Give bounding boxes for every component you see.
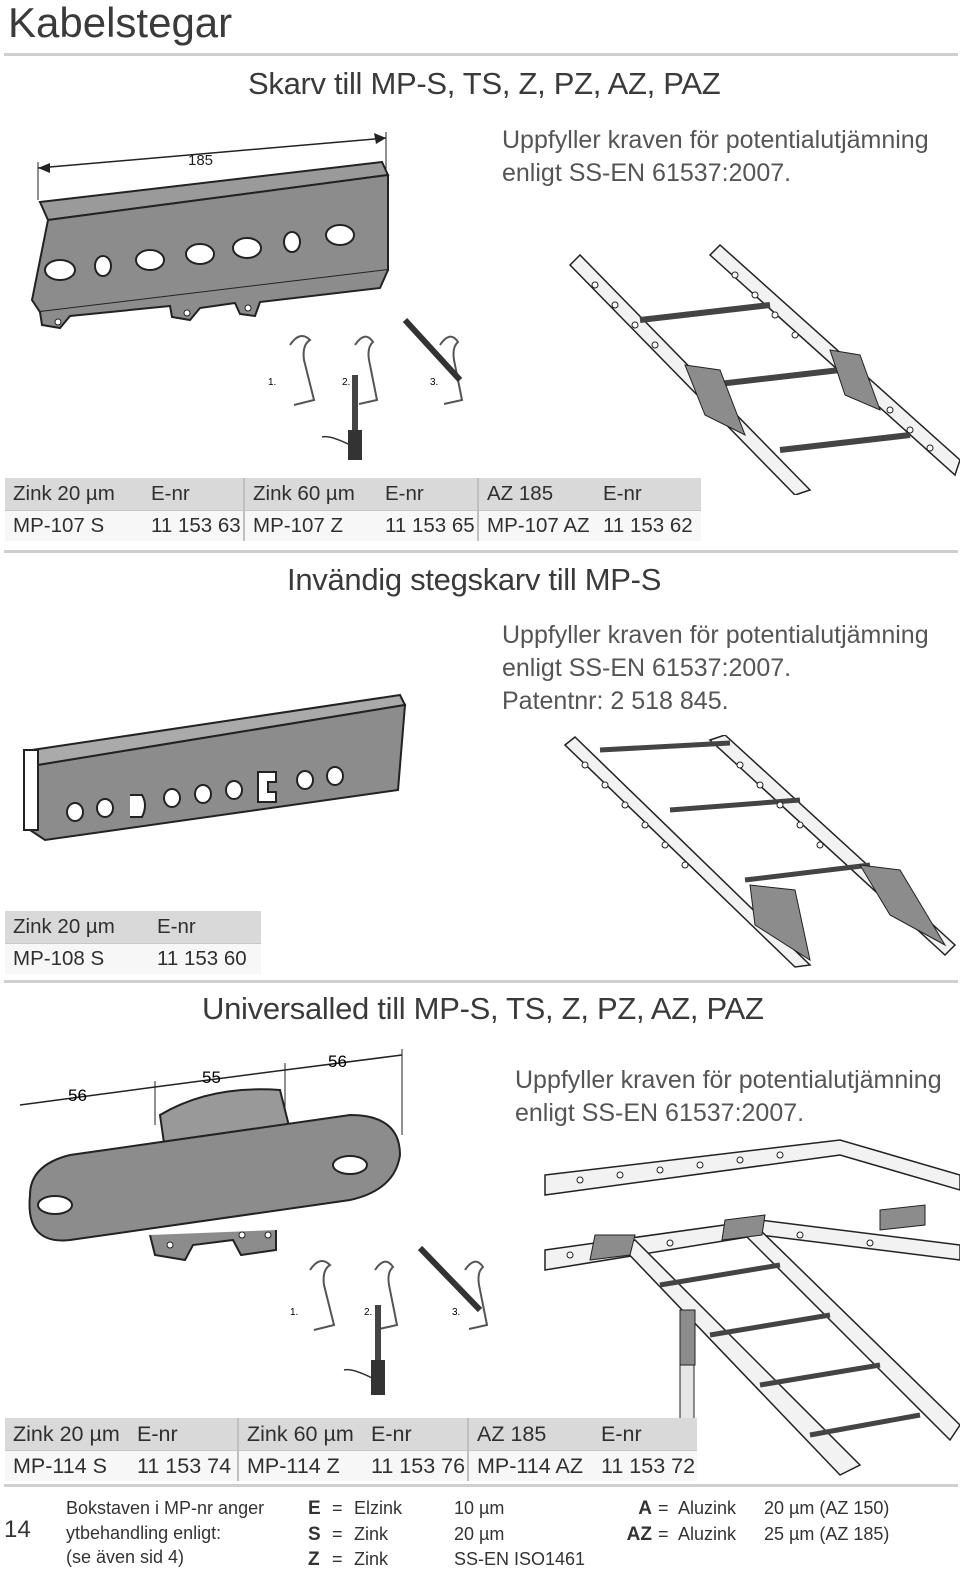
product-table [5,478,701,541]
legend-eq: = [332,1549,343,1569]
note-line: Uppfyller kraven för potentialutjämning [515,1066,942,1094]
legend-value: 25 µm (AZ 185) [764,1523,890,1544]
table-cell: MP-114 Z [238,1451,363,1482]
legend-value: 10 µm [454,1498,505,1518]
dimension-label: 56 [328,1052,347,1071]
dimension-label: 185 [188,152,214,169]
section-note [502,619,929,718]
table-header: AZ 185 [478,478,595,511]
mounting-steps-illustration [280,1240,500,1400]
step-label: 3. [430,377,439,388]
legend-text: ytbehandling enligt: [66,1522,222,1543]
legend-row [308,1496,585,1522]
divider [4,1484,958,1487]
section-note [502,124,929,190]
table-cell: MP-107 Z [244,511,377,542]
legend-code: Z [308,1549,320,1570]
splice-plate-drawing [10,120,410,335]
table-header: AZ 185 [468,1418,593,1451]
product-table [5,1418,697,1481]
table-cell: 11 153 74 [129,1451,238,1482]
table-header: E-nr [129,1418,238,1451]
note-line: enligt SS-EN 61537:2007. [515,1099,805,1127]
divider [4,550,958,553]
divider [4,980,958,983]
table-row [5,944,261,975]
table-cell: MP-107 S [5,511,143,542]
step-label: 2. [342,377,351,388]
legend-value: 20 µm (AZ 150) [764,1498,890,1518]
product-table [5,911,261,974]
legend-name: Aluzink [678,1523,737,1544]
dimension-label: 56 [68,1086,87,1105]
legend-eq: = [332,1523,343,1544]
legend-eq: = [658,1498,669,1518]
legend-name: Zink [354,1549,389,1569]
table-header: E-nr [593,1418,697,1451]
legend-row [620,1496,889,1522]
table-cell: 11 153 63 [143,511,244,542]
table-cell: 11 153 76 [363,1451,468,1482]
legend-value: SS-EN ISO1461 [454,1549,586,1569]
table-header: E-nr [143,478,244,511]
page-number: 14 [4,1516,31,1543]
table-row [5,511,701,542]
table-cell: MP-114 AZ [468,1451,593,1482]
legend-eq: = [658,1523,669,1544]
table-row [5,1451,697,1482]
legend-text: Bokstaven i MP-nr anger [66,1498,265,1518]
legend-intro [66,1496,264,1570]
section-title: Skarv till MP-S, TS, Z, PZ, AZ, PAZ [248,66,721,101]
note-line: Uppfyller kraven för potentialutjämning [502,126,929,154]
divider [4,53,958,56]
legend-code: E [308,1498,321,1519]
note-line: Patentnr: 2 518 845. [502,687,729,715]
legend-name: Zink [354,1523,389,1544]
step-label: 2. [364,1307,373,1318]
table-header: E-nr [595,478,701,511]
step-label: 3. [452,1307,461,1318]
legend-codes-2 [620,1496,889,1547]
table-header: Zink 20 µm [5,478,143,511]
legend-value: 20 µm [454,1523,505,1544]
table-header: E-nr [363,1418,468,1451]
legend-row [308,1522,585,1548]
table-header: Zink 60 µm [244,478,377,511]
table-header: Zink 60 µm [238,1418,363,1451]
legend-name: Aluzink [678,1498,737,1518]
table-cell: 11 153 60 [149,944,261,975]
internal-splice-drawing [20,690,410,850]
legend-code: AZ [626,1523,652,1545]
table-cell: 11 153 72 [593,1451,697,1482]
legend-name: Elzink [354,1498,403,1518]
section-title: Universalled till MP-S, TS, Z, PZ, AZ, PAZ [202,991,764,1026]
mounting-steps-illustration [260,315,480,465]
table-cell: 11 153 65 [377,511,478,542]
section-note [515,1064,942,1130]
step-label: 1. [290,1307,299,1318]
table-cell: MP-107 AZ [478,511,595,542]
table-header: E-nr [377,478,478,511]
legend-code: S [308,1523,321,1545]
legend-code: A [638,1498,652,1519]
legend-row [620,1522,889,1548]
cable-ladder-illustration [560,735,960,970]
step-label: 1. [268,377,277,388]
note-line: Uppfyller kraven för potentialutjämning [502,621,929,649]
page-title: Kabelstegar [8,0,233,46]
legend-eq: = [332,1498,343,1518]
table-header: Zink 20 µm [5,1418,129,1451]
section-title: Invändig stegskarv till MP-S [287,562,662,597]
table-cell: MP-114 S [5,1451,129,1482]
table-cell: MP-108 S [5,944,149,975]
legend-codes [308,1496,585,1573]
note-line: enligt SS-EN 61537:2007. [502,159,792,187]
cable-ladder-illustration [560,240,960,495]
legend-text: (se även sid 4) [66,1547,185,1567]
note-line: enligt SS-EN 61537:2007. [502,654,792,682]
table-cell: 11 153 62 [595,511,701,542]
dimension-label: 55 [202,1068,221,1087]
table-header: Zink 20 µm [5,911,149,944]
table-header: E-nr [149,911,261,944]
